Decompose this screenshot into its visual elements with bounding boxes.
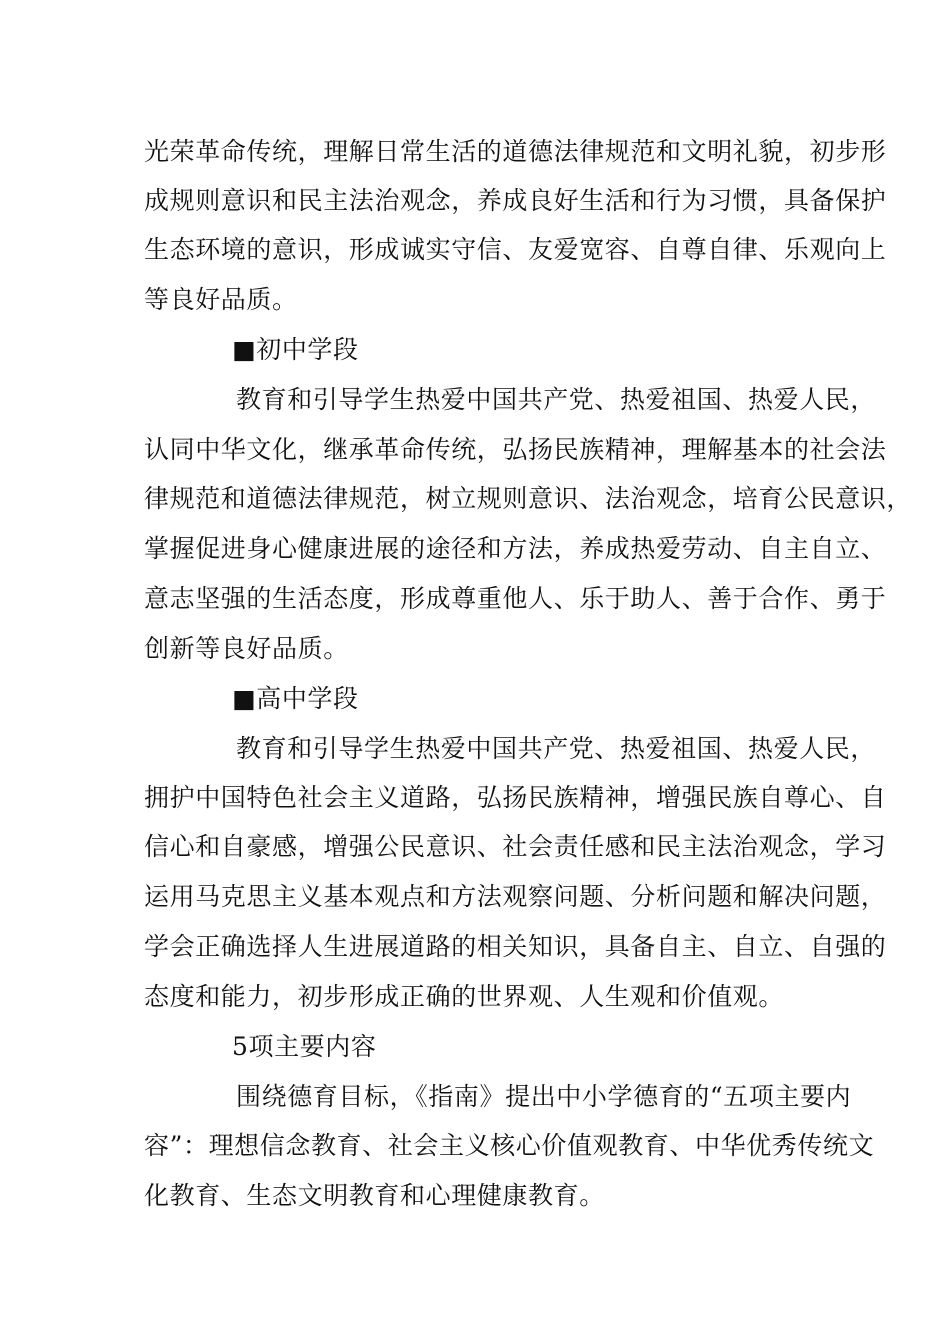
paragraph-line: 容”：理想信念教育、社会主义核心价值观教育、中华优秀传统文 — [144, 1131, 875, 1160]
paragraph-line: 掌握促进身心健康进展的途径和方法，养成热爱劳动、自主自立、 — [144, 534, 887, 563]
paragraph-line: 学会正确选择人生进展道路的相关知识，具备自主、自立、自强的 — [144, 932, 887, 961]
paragraph-line: 等良好品质。 — [144, 285, 298, 314]
section-heading-junior: ■初中学段 — [232, 335, 359, 364]
paragraph-line: 围绕德育目标，《指南》提出中小学德育的“五项主要内 — [236, 1082, 852, 1111]
paragraph-line: 生态环境的意识，形成诚实守信、友爱宽容、自尊自律、乐观向上 — [144, 235, 887, 264]
paragraph-line: 教育和引导学生热爱中国共产党、热爱祖国、热爱人民， — [236, 385, 877, 414]
paragraph-line: 拥护中国特色社会主义道路，弘扬民族精神，增强民族自尊心、自 — [144, 783, 887, 812]
paragraph-line: 成规则意识和民主法治观念，养成良好生活和行为习惯，具备保护 — [144, 186, 887, 215]
paragraph-line: 认同中华文化，继承革命传统，弘扬民族精神，理解基本的社会法 — [144, 435, 887, 464]
section-heading-content: 5项主要内容 — [232, 1032, 377, 1061]
paragraph-line: 化教育、生态文明教育和心理健康教育。 — [144, 1181, 605, 1210]
paragraph-line: 信心和自豪感，增强公民意识、社会责任感和民主法治观念，学习 — [144, 832, 887, 861]
paragraph-line: 创新等良好品质。 — [144, 634, 349, 663]
paragraph-line: 教育和引导学生热爱中国共产党、热爱祖国、热爱人民， — [236, 734, 877, 763]
paragraph-line: 运用马克思主义基本观点和方法观察问题、分析问题和解决问题， — [144, 882, 887, 911]
section-heading-senior: ■高中学段 — [232, 684, 359, 713]
paragraph-line: 光荣革命传统，理解日常生活的道德法律规范和文明礼貌，初步形 — [144, 137, 887, 166]
paragraph-line: 态度和能力，初步形成正确的世界观、人生观和价值观。 — [144, 982, 785, 1011]
paragraph-line: 律规范和道德法律规范，树立规则意识、法治观念，培育公民意识， — [144, 484, 913, 513]
paragraph-line: 意志坚强的生活态度，形成尊重他人、乐于助人、善于合作、勇于 — [144, 584, 887, 613]
